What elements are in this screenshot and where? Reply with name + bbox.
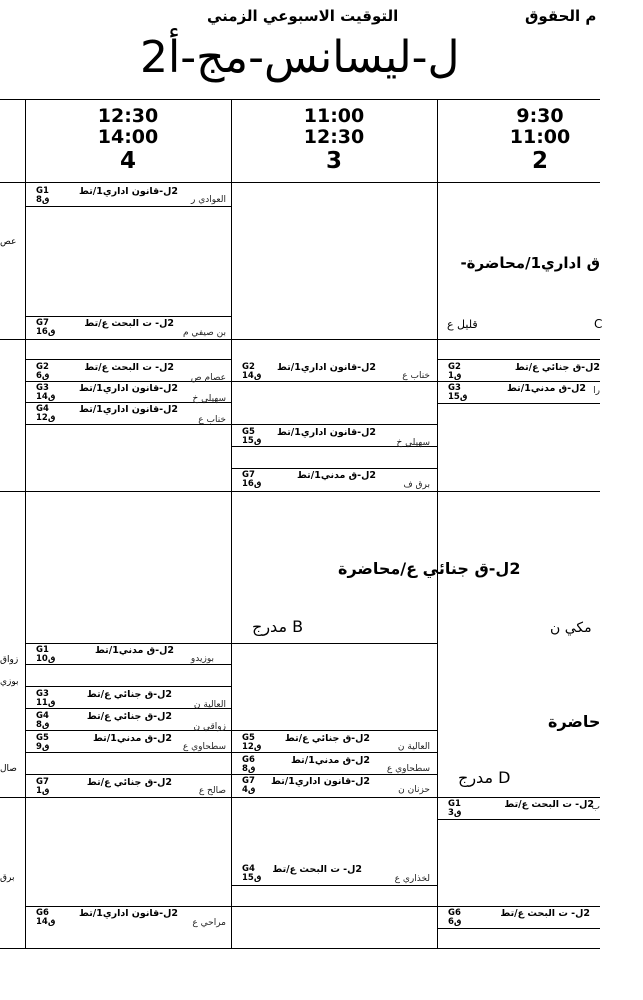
slot-number: 3: [325, 148, 342, 174]
professor-label: سهيلي خ: [192, 394, 226, 404]
schedule-subtitle: التوقيت الاسبوعي الزمني: [207, 7, 399, 25]
page-title: 2ل-ليسانس-مج-أ: [140, 32, 460, 83]
professor-label: بوزيدو: [190, 654, 214, 664]
slot-line: [437, 906, 600, 907]
slot-line: [25, 686, 231, 687]
room-label: ق4: [242, 785, 256, 795]
slot-start-time: 9:30: [516, 105, 564, 127]
slot-line: [231, 752, 437, 753]
professor-label: سهيلي خ: [396, 438, 430, 448]
professor-label: سطحاوي ع: [386, 764, 430, 774]
professor-label: ب: [591, 802, 600, 812]
lecture-criminal-professor: مكي ن: [550, 620, 592, 636]
edge-fragment: بوزي: [0, 677, 19, 687]
room-label: ق14: [242, 371, 262, 381]
professor-label: بن صيفي م: [182, 328, 226, 338]
lecture-admin-professor: قليل ع: [447, 318, 478, 331]
slot-line: [231, 381, 437, 382]
course-label: 2ل-قانون اداري1/تط: [277, 427, 376, 438]
schedule-entry: [36, 690, 226, 708]
group-label: G1: [448, 799, 461, 809]
course-label: 2ل- ت البحث ع/تط: [272, 864, 362, 875]
course-label: 2ل-ق مدني1/تط: [290, 755, 370, 766]
slot-line: [25, 359, 231, 360]
column-header-4: [25, 106, 231, 174]
schedule-entry: [448, 800, 600, 818]
group-label: G5: [36, 733, 49, 743]
room-label: ق11: [36, 698, 56, 708]
slot-line: [231, 468, 437, 469]
professor-label: حزنان ن: [398, 785, 430, 795]
course-label: 2ل-ق جنائي ع/تط: [514, 362, 600, 373]
slot-line: [231, 906, 437, 907]
row-line-3a: [25, 643, 231, 644]
group-label: G4: [36, 711, 49, 721]
professor-label: العالية ن: [193, 700, 226, 710]
course-label: 2ل-قانون اداري1/تط: [277, 362, 376, 373]
schedule-entry: [242, 756, 430, 774]
course-label: 2ل-ق جنائي ع/تط: [86, 777, 172, 788]
slot-line: [25, 752, 231, 753]
col-line-3: [437, 99, 438, 948]
professor-label: زواقي ن: [193, 722, 226, 732]
room-label: ق1: [36, 786, 50, 796]
row-line-4: [0, 797, 600, 798]
schedule-entry: [242, 865, 430, 883]
slot-number: 4: [119, 148, 136, 174]
slot-end-time: 11:00: [509, 126, 571, 148]
group-label: G6: [242, 755, 255, 765]
column-header-3: [231, 106, 437, 174]
course-label: 2ل-ق جنائي ع/تط: [86, 689, 172, 700]
schedule-entry: [36, 319, 226, 337]
table-top-border: [0, 99, 600, 100]
group-label: G5: [242, 733, 255, 743]
edge-fragment: برق: [0, 873, 15, 883]
course-label: 2ل- ت البحث ع/تط: [84, 362, 174, 373]
schedule-entry: [242, 777, 430, 795]
slot-line: [25, 316, 231, 317]
room-label: ق16: [242, 479, 262, 489]
table-bottom-border: [0, 948, 600, 949]
group-label: G6: [36, 908, 49, 918]
course-label: 2ل-ق جنائي ع/تط: [284, 733, 370, 744]
slot-line: [25, 206, 231, 207]
schedule-entry: [36, 384, 226, 402]
schedule-entry: [36, 363, 226, 381]
professor-label: برق ف: [403, 480, 430, 490]
room-label: ق14: [36, 917, 56, 927]
slot-line: [437, 928, 600, 929]
group-label: G3: [36, 383, 49, 393]
professor-label: العوادي ر: [191, 195, 226, 205]
group-label: G1: [36, 645, 49, 655]
course-label: 2ل-قانون اداري1/تط: [79, 908, 178, 919]
schedule-entry: [242, 734, 430, 752]
course-label: 2ل-ق جنائي ع/تط: [86, 711, 172, 722]
schedule-entry: [36, 187, 226, 205]
group-label: G5: [242, 427, 255, 437]
course-label: 2ل- ت البحث ع/تط: [500, 908, 590, 919]
course-label: 2ل-قانون اداري1/تط: [271, 776, 370, 787]
lecture-partial-hall: مدرج D: [458, 768, 511, 787]
lecture-admin-edge: C: [594, 317, 603, 331]
slot-line: [231, 730, 437, 731]
professor-label: صالح ع: [198, 786, 226, 796]
schedule-entry: [36, 778, 226, 796]
room-label: ق16: [36, 327, 56, 337]
room-label: ق9: [36, 742, 50, 752]
professor-label: مراحي ع: [192, 918, 226, 928]
room-label: ق6: [36, 371, 50, 381]
schedule-entry: [242, 471, 430, 489]
faculty-label: م الحقوق: [525, 7, 597, 25]
course-label: 2ل-ق مدني1/تط: [94, 645, 174, 656]
slot-line: [231, 885, 437, 886]
room-label: ق12: [36, 413, 56, 423]
room-label: ق14: [36, 392, 56, 402]
lecture-admin-title: ق اداري1/محاضرة-: [460, 254, 600, 272]
lecture-criminal-title: 2ل-ق جنائي ع/محاضرة: [338, 559, 521, 578]
professor-label: عصام ص: [190, 373, 226, 383]
professor-label: خناب ع: [198, 415, 226, 425]
room-label: ق15: [242, 436, 262, 446]
slot-line: [437, 381, 600, 382]
schedule-entry: [448, 363, 600, 381]
course-label: 2ل-ق مدني1/تط: [506, 383, 586, 394]
professor-label: را: [593, 386, 600, 396]
group-label: G7: [36, 318, 49, 328]
slot-line: [231, 424, 437, 425]
slot-line: [437, 819, 600, 820]
course-label: 2ل- ت البحث ع/تط: [504, 799, 594, 810]
group-label: G2: [242, 362, 255, 372]
group-label: G2: [448, 362, 461, 372]
group-label: G7: [36, 777, 49, 787]
room-label: ق10: [36, 654, 56, 664]
schedule-entry: [448, 909, 600, 927]
group-label: G3: [448, 383, 461, 393]
schedule-entry: [36, 734, 226, 752]
room-label: ق15: [448, 392, 468, 402]
professor-label: العالية ن: [397, 742, 430, 752]
slot-line: [437, 403, 600, 404]
slot-line: [231, 774, 437, 775]
room-label: ق8: [242, 764, 256, 774]
slot-start-time: 11:00: [303, 105, 365, 127]
group-label: G6: [448, 908, 461, 918]
edge-fragment: عص: [0, 237, 17, 247]
room-label: ق3: [448, 808, 462, 818]
edge-fragment: صال: [0, 764, 17, 774]
slot-end-time: 12:30: [303, 126, 365, 148]
room-label: ق12: [242, 742, 262, 752]
column-header-2: [437, 106, 643, 174]
group-label: G3: [36, 689, 49, 699]
slot-line: [25, 906, 231, 907]
room-label: ق6: [448, 917, 462, 927]
col-line-1: [25, 99, 26, 948]
schedule-entry: [242, 428, 430, 446]
room-label: ق8: [36, 720, 50, 730]
schedule-entry: [242, 363, 430, 381]
course-label: 2ل-قانون اداري1/تط: [79, 186, 178, 197]
course-label: 2ل-قانون اداري1/تط: [79, 404, 178, 415]
professor-label: خناب ع: [402, 371, 430, 381]
room-label: ق15: [242, 873, 262, 883]
row-line-1: [0, 339, 600, 340]
group-label: G7: [242, 776, 255, 786]
row-line-3b: [231, 643, 437, 644]
course-label: 2ل-ق مدني1/تط: [296, 470, 376, 481]
schedule-entry: [36, 646, 226, 664]
room-label: ق1: [448, 371, 462, 381]
lecture-partial-title: حاضرة: [548, 712, 601, 731]
col-line-2: [231, 99, 232, 948]
professor-label: سطحاوي ع: [182, 742, 226, 752]
course-label: 2ل-قانون اداري1/تط: [79, 383, 178, 394]
lecture-criminal-hall: مدرج B: [252, 617, 304, 636]
slot-start-time: 12:30: [97, 105, 159, 127]
professor-label: لخذاري ع: [394, 874, 430, 884]
room-label: ق8: [36, 195, 50, 205]
group-label: G7: [242, 470, 255, 480]
schedule-entry: [36, 909, 226, 927]
course-label: 2ل- ت البحث ع/تط: [84, 318, 174, 329]
slot-line: [25, 664, 231, 665]
schedule-entry: [36, 405, 226, 423]
group-label: G1: [36, 186, 49, 196]
group-label: G4: [36, 404, 49, 414]
header-row-bottom: [0, 182, 600, 183]
schedule-entry: [36, 712, 226, 730]
slot-end-time: 14:00: [97, 126, 159, 148]
schedule-entry: [448, 384, 600, 402]
slot-number: 2: [531, 148, 548, 174]
row-line-2: [0, 491, 600, 492]
edge-fragment: زواق: [0, 655, 19, 665]
slot-line: [437, 359, 600, 360]
group-label: G2: [36, 362, 49, 372]
course-label: 2ل-ق مدني1/تط: [92, 733, 172, 744]
group-label: G4: [242, 864, 255, 874]
slot-line: [25, 774, 231, 775]
